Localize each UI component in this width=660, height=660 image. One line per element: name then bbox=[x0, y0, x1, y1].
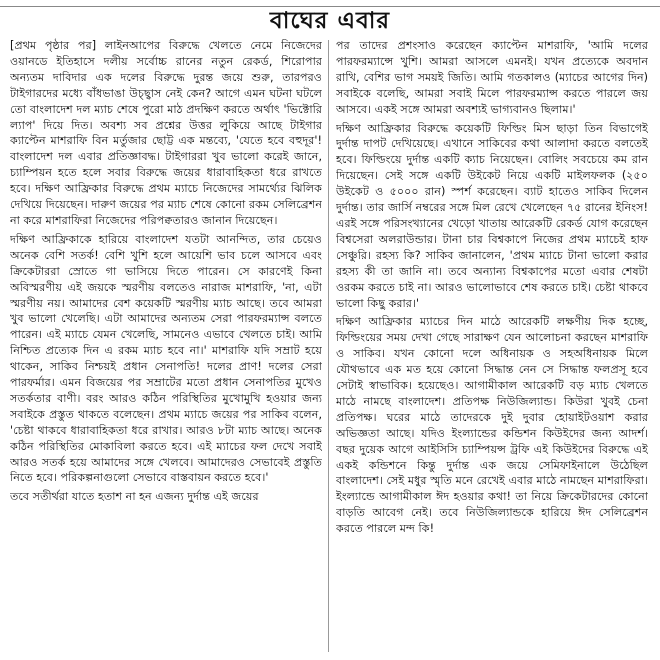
article-headline: বাঘের এবার bbox=[269, 7, 391, 34]
column-divider bbox=[328, 40, 329, 652]
paragraph: দক্ষিণ আফ্রিকার বিরুদ্ধে কয়েকটি ফিল্ডিং মিস ছাড়া তিন বিভাগেই দুর্দান্ত দাপট দেখিয়েছে। এখানে সাকিবের কথা আলাদা করতে বলতেই হবে। ফিল্ডিংয়ে দুর্দান্ত একটি ক্যাচ নিয়েছেন। বোলিং সবচেয়ে কম রান দিয়েছেন। সেই সঙ্গে একটি উইকেট নিয়ে একটি মাইলফলক (২৫০ উইকেট ও ৫০০০ রান) স্পর্শ করেছেন। ব্যাট হাতেও সাকিব দিলেন দুর্দান্ত। তার জার্সি নম্বরের সঙ্গে মিল রেখে খেলেছেন ৭৫ রানের ইনিংস! এরই সঙ্গে পরিসংখ্যানের খেড়ো খাতায় আরেকটি রেকর্ড যোগ করেছেন বিশ্বসেরা অলরাউন্ডার। টানা চার বিশ্বকাপে নিজের প্রথম ম্যাচেই হাফ সেঞ্চুরি। রহস্য কি? সাকিব জানালেন, 'প্রথম ম্যাচে টানা ভালো করার রহস্য কী তা জানি না। তবে অন্যান্য বিশ্বকাপের মতো এবার শেষটা ওরকম করতে চাই না। আরও ভালোভাবে শেষ করতে চাই। চেষ্টা থাকবে ভালো কিছু করার।' bbox=[336, 121, 648, 310]
paragraph: পর তাদের প্রশংসাও করেছেন ক্যাপ্টেন মাশরাফি, 'আমি দলের পারফরম্যান্সে খুশি। আমরা আসলে এমনই। যখন প্রত্যেকে অবদান রাখি, বেশির ভাগ সময়ই জিতি। আমি গতকালও (ম্যাচের আগের দিন) সবাইকে বলেছি, আমরা সবাই মিলে পারফরম্যান্স করতে পারলে জয় আসবে। একই সঙ্গে আমরা অবশ্যই ভাগ্যবানও ছিলাম।' bbox=[336, 39, 648, 116]
article-column-right bbox=[336, 38, 648, 656]
paragraph: তবে সতীর্থরা যাতে হতাশ না হন এজন্য দুর্দান্ত এই জয়ের bbox=[10, 490, 259, 504]
paragraph: [প্রথম পৃষ্ঠার পর] লাইনআপের বিরুদ্ধে খেলতে নেমে নিজেদের ওয়ানডে ইতিহাসে দলীয় সর্বোচ্চ রানের নতুন রেকর্ড, শিরোপার অন্যতম দাবিদার এক দলের বিরুদ্ধে দুরন্ত জয়ে শুরু, তারপরও টাইগারদের মধ্যে বাঁধভাঙা উচ্ছ্বাস নেই কেন? আগে এমন ঘটনা ঘটলে তো বাংলাদেশ দল ম্যাচ শেষে পুরো মাঠ প্রদক্ষিণ করতে অর্থাৎ 'ভিক্টোরি ল্যাপ' দিয়ে দিত। অবশ্য সব প্রশ্নের উত্তর লুকিয়ে আছে টাইগার ক্যাপ্টেন মাশরাফি বিন মর্তুজার ছোট্ট এক মন্তব্যে, 'যেতে হবে বহুদূর'! বাংলাদেশ দল এবার প্রতিজ্ঞাবদ্ধ। টাইগাররা খুব ভালো করেই জানে, চ্যাম্পিয়ন হতে হলে সবার বিরুদ্ধে জয়ের ধারাবাহিকতা ধরে রাখতে হবে। দক্ষিণ আফ্রিকার বিরুদ্ধে প্রথম ম্যাচে নিজেদের সামর্থ্যের ঝিলিক দেখিয়ে দিয়েছেন। দারুণ জয়ের পর ম্যাচ শেষে কোনো রকম সেলিব্রেশন না করে মাশরাফিরা নিজেদের পরিপক্বতারও জানান দিয়েছেন। bbox=[10, 39, 322, 227]
article-column-left bbox=[10, 38, 322, 656]
paragraph: দক্ষিণ আফ্রিকাকে হারিয়ে বাংলাদেশ যতটা আনন্দিত, তার চেয়েও অনেক বেশি সতর্ক! বেশি খুশি হলে আয়েশি ভাব চলে আসবে এবং ক্রিকেটাররা স্রোতে গা ভাসিয়ে দিতে পারেন। সে কারণেই কিনা অবিস্মরণীয় এই জয়কে স্মরণীয় বলতেও নারাজ মাশরাফি, 'না, এটা স্মরণীয় নয়। আমাদের বেশ কয়েকটি স্মরণীয় ম্যাচ আছে। তবে আমরা খুব ভালো খেলেছি। এটা আমাদের অন্যতম সেরা পারফরম্যান্স বলতে পারেন। এই ম্যাচে যেমন খেলেছি, সামনেও এভাবে খেলতে চাই। আমি নিশ্চিত প্রত্যেক দিন এ রকম ম্যাচ হবে না।' মাশরাফি যদি সম্রাট হয়ে থাকেন, সাকিব নিশ্চয়ই প্রধান সেনাপতি! দলের প্রাণ! দলের সেরা পারফর্মার। এমন বিজয়ের পর সম্রাটের মতো প্রধান সেনাপতির মুখেও সতর্কতার বাণী। বরং আরও কঠিন পরিস্থিতির মুখোমুখি হওয়ার জন্য সবাইকে প্রস্তুত থাকতে বলেছেন। প্রথম ম্যাচে জয়ের পর সাকিব বলেন, 'চেষ্টা থাকবে ধারাবাহিকতা ধরে রাখার। আরও ৮টা ম্যাচ আছে। অনেক কঠিন পরিস্থিতির মোকাবিলা করতে হবে। এই ম্যাচের ফল দেখে সবাই আরও সতর্ক হয়ে আমাদের সঙ্গে খেলবে। আমাদেরও সেভাবেই প্রস্তুতি নিতে হবে। পরিকল্পনাগুলো সেভাবে বাস্তবায়ন করতে হবে।' bbox=[10, 232, 322, 485]
paragraph: দক্ষিণ আফ্রিকার ম্যাচের দিন মাঠে আরেকটি লক্ষণীয় দিক হচ্ছে, ফিল্ডিংয়ের সময় দেখা গেছে সারাক্ষণ যেন আলোচনা করছেন মাশরাফি ও সাকিব। যখন কোনো দলে অধিনায়ক ও সহঅধিনায়ক মিলে যৌথভাবে এক মত হয়ে কোনো সিদ্ধান্ত নেন সে সিদ্ধান্ত ফলপ্রসূ হবে সেটাই স্বাভাবিক। হয়েছেও। আগামীকাল আরেকটি বড় ম্যাচ খেলতে মাঠে নামছে বাংলাদেশ। প্রতিপক্ষ নিউজিল্যান্ড। কিউরা খুবই চেনা প্রতিপক্ষ। ঘরের মাঠে তাদেরকে দুই দুবার হোয়াইটওয়াশ করার অভিজ্ঞতা আছে। যদিও ইংল্যান্ডের কন্ডিশন কিউইদের জন্য আদর্শ। বছর দুয়েক আগে আইসিসি চ্যাম্পিয়ন্স ট্রফি এই কিউইদের বিরুদ্ধে এই একই কন্ডিশনে কিন্তু দুর্দান্ত এক জয়ে সেমিফাইনালে উঠেছিল বাংলাদেশ। সেই মধুর স্মৃতি মনে রেখেই এবার মাঠে নামছেন মাশরাফিরা। ইংল্যান্ডে আগামীকাল ঈদ হওয়ার কথা! তা নিয়ে ক্রিকেটারদের কোনো বাড়তি আবেগ নেই। তবে নিউজিল্যান্ডকে হারিয়ে ঈদ সেলিব্রেশন করতে পারলে মন্দ কি! bbox=[336, 315, 648, 536]
